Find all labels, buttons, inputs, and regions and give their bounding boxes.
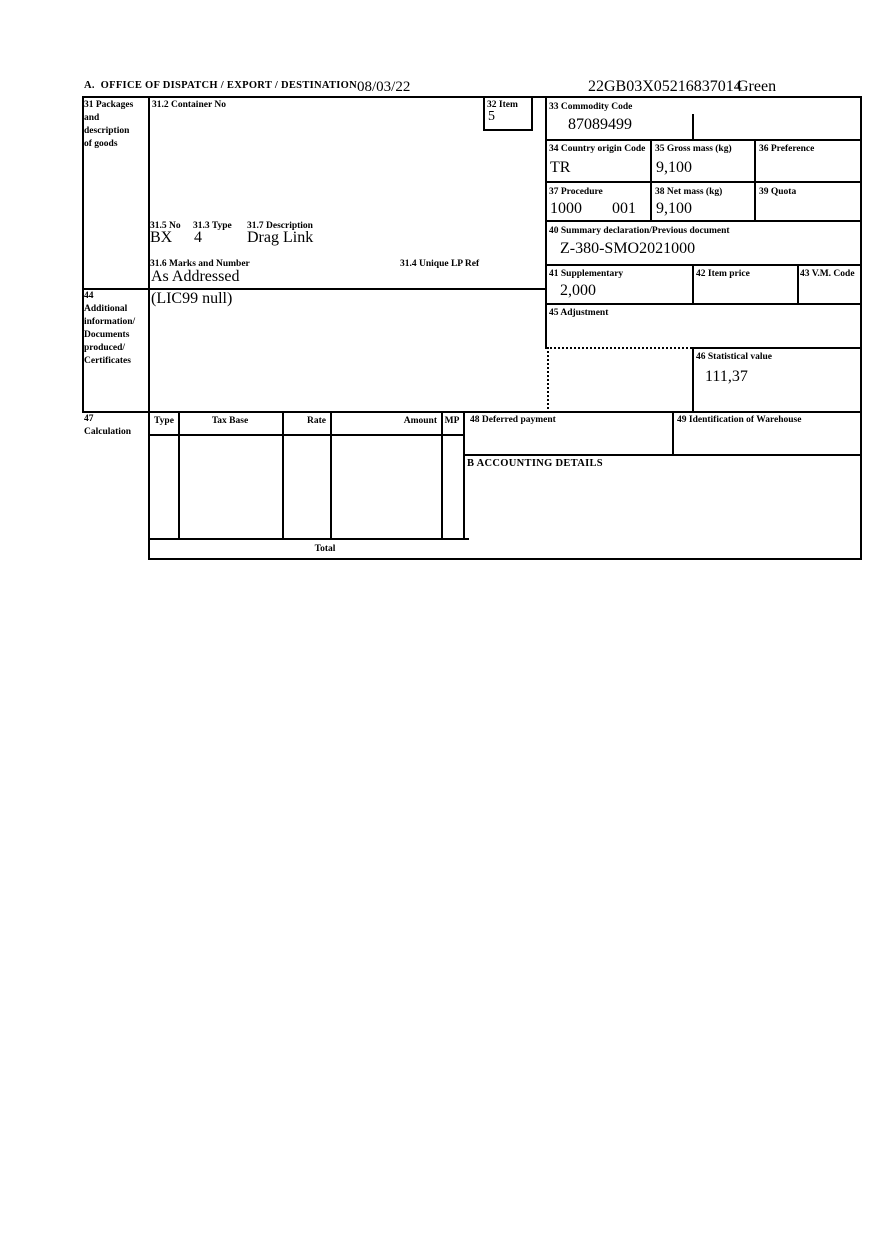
gross-mass-value: 9,100 <box>656 159 692 176</box>
item-box-bottom-border <box>483 129 533 131</box>
deferred-payment-label: 48 Deferred payment <box>470 415 556 425</box>
calc-col-rate-right-border <box>330 411 332 540</box>
box46-left-border <box>692 347 694 413</box>
warehouse-id-label: 49 Identification of Warehouse <box>677 415 802 425</box>
main-column-divider <box>545 96 547 349</box>
calc-col-amount-right-border <box>441 411 443 540</box>
adjustment-label: 45 Adjustment <box>549 308 609 318</box>
box41-box42-divider <box>692 264 694 305</box>
commodity-code-label: 33 Commodity Code <box>549 102 633 112</box>
box46-top-border <box>692 347 862 349</box>
total-row-top-border <box>148 538 469 540</box>
box40-box41-divider <box>545 264 862 266</box>
dispatch-date: 08/03/22 <box>357 79 411 95</box>
box31-label-line2: and <box>84 113 100 123</box>
box44-label-line6: Certificates <box>84 356 131 366</box>
box44-label-line3: information/ <box>84 317 136 327</box>
vm-code-label: 43 V.M. Code <box>800 269 855 279</box>
summary-declaration-label: 40 Summary declaration/Previous document <box>549 226 730 236</box>
box44-box47-divider <box>82 411 862 413</box>
net-mass-label: 38 Net mass (kg) <box>655 187 723 197</box>
marks-and-number-value: As Addressed <box>151 268 240 285</box>
procedure-secondary-value: 001 <box>612 200 636 217</box>
item-box-left-border <box>483 96 485 131</box>
packages-description-label: 31.7 Description <box>247 221 313 231</box>
container-no-label: 31.2 Container No <box>152 100 226 110</box>
box42-box43-divider <box>797 264 799 305</box>
form-bottom-border <box>148 558 862 560</box>
calc-col-header-amount: Amount <box>403 416 437 426</box>
box44-label-line4: Documents <box>84 330 130 340</box>
box33-box34-divider <box>545 139 862 141</box>
box44-label-line5: produced/ <box>84 343 126 353</box>
box37-box40-divider <box>545 220 862 222</box>
calc-col-mp-right-border <box>463 411 465 540</box>
box47-label-line1: 47 <box>84 414 94 424</box>
office-of-dispatch-label: A. OFFICE OF DISPATCH / EXPORT / DESTINATION <box>84 80 358 91</box>
commodity-code-divider <box>692 114 694 141</box>
procedure-value: 1000 <box>550 200 582 217</box>
box35-box36-divider <box>754 139 756 222</box>
preference-label: 36 Preference <box>759 144 815 154</box>
packages-type-label: 31.3 Type <box>193 221 232 231</box>
net-mass-value: 9,100 <box>656 200 692 217</box>
calc-col-taxbase-right-border <box>282 411 284 540</box>
calc-col-header-type: Type <box>154 416 174 426</box>
unique-lp-ref-label: 31.4 Unique LP Ref <box>400 259 480 269</box>
calc-table-header-bottom-border <box>148 434 463 436</box>
box31-label-line3: description <box>84 126 130 136</box>
box47-label-line2: Calculation <box>84 427 131 437</box>
additional-information-value: (LIC99 null) <box>151 290 233 307</box>
supplementary-value: 2,000 <box>560 282 596 299</box>
box48-box49-divider <box>672 411 674 456</box>
routing-status: Green <box>737 78 777 95</box>
statistical-value-label: 46 Statistical value <box>696 352 772 362</box>
calc-col-header-tax-base: Tax Base <box>211 416 249 426</box>
gross-mass-label: 35 Gross mass (kg) <box>655 144 732 154</box>
box45-dotted-bottom-border <box>547 347 692 349</box>
statistical-value-value: 111,37 <box>705 368 748 385</box>
calc-col-header-rate: Rate <box>307 416 326 426</box>
summary-declaration-value: Z-380-SMO2021000 <box>560 240 696 257</box>
packages-type-value: 4 <box>194 229 202 246</box>
item-box-right-border <box>531 96 533 131</box>
box44-label-line2: Additional <box>84 304 128 314</box>
commodity-code-value: 87089499 <box>568 116 632 133</box>
procedure-label: 37 Procedure <box>549 187 603 197</box>
calc-total-label: Total <box>314 544 336 554</box>
goods-description-value: Drag Link <box>247 229 314 246</box>
calc-col-type-right-border <box>178 411 180 540</box>
form-top-border <box>82 96 862 98</box>
box48-bottom-border <box>463 454 862 456</box>
box44-dotted-right-border <box>547 347 549 413</box>
box41-box45-divider <box>545 303 862 305</box>
box31-label-line4: of goods <box>84 139 118 149</box>
country-origin-value: TR <box>550 159 571 176</box>
accounting-details-label: B ACCOUNTING DETAILS <box>467 458 603 469</box>
box44-label-line1: 44 <box>84 291 94 301</box>
box34-box35-divider <box>650 139 652 222</box>
form-right-border <box>860 96 862 560</box>
packages-no-label: 31.5 No <box>150 221 181 231</box>
quota-label: 39 Quota <box>759 187 797 197</box>
item-price-label: 42 Item price <box>696 269 750 279</box>
box34-box37-divider <box>545 181 862 183</box>
marks-and-number-label: 31.6 Marks and Number <box>150 259 250 269</box>
supplementary-label: 41 Supplementary <box>549 269 624 279</box>
calc-col-header-mp: MP <box>444 416 460 426</box>
box31-label-line1: 31 Packages <box>84 100 134 110</box>
label-column-divider <box>148 96 150 560</box>
country-origin-label: 34 Country origin Code <box>549 144 646 154</box>
packages-no-value: BX <box>150 229 173 246</box>
item-number-label: 32 Item <box>487 100 518 110</box>
declaration-reference: 22GB03X05216837014 <box>588 78 742 95</box>
item-number-value: 5 <box>488 109 495 124</box>
